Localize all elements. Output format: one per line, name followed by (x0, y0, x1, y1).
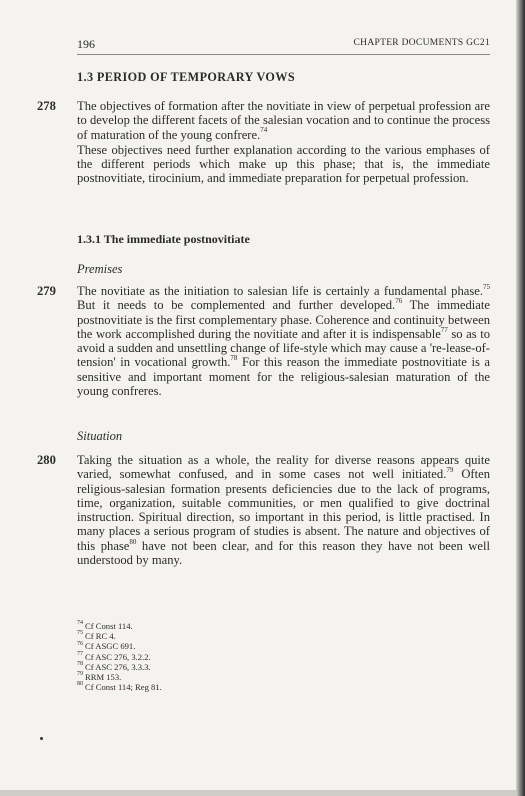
section-title: 1.3 PERIOD OF TEMPORARY VOWS (77, 70, 296, 84)
footnote: $^{76}$ Cf ASGC 691. (77, 640, 136, 652)
premises-heading: Premises (77, 262, 123, 276)
footnote-ref-76: 76 (395, 297, 403, 306)
footnote: $^{74}$ Cf Const 114. (77, 620, 133, 631)
paragraph-280-text-1: Taking the situation as a whole, the reality for diverse reasons appears quite varied, somewhat confused, and in some cases not well initiated. (77, 453, 490, 482)
paragraph-278-text-2: These objectives need further explanation according to the various emphases of the different periods which make up this phase; that is, the immediate postnovitiate, tirocinium, and immediate preparation for perpetual profession. (77, 142, 490, 186)
footnote-ref-74: 74 (260, 126, 268, 135)
paragraph-number-279: 279 (37, 284, 56, 298)
paragraph-279-text-2: But it needs to be complemented and further developed. (77, 298, 396, 313)
footnote-ref-78: 78 (230, 354, 238, 363)
paragraph-280-text-3: have not been clear, and for this reason they have not been well understood by many. (77, 538, 490, 568)
paragraph-number-280: 280 (37, 453, 56, 467)
paragraph-279-text-5: For this reason the immediate postnovitiate is a sensitive and important moment for the religious-salesian maturation of the young confreres. (77, 355, 491, 399)
stray-mark (40, 737, 43, 740)
paragraph-280-text-2: Often religious-salesian formation presents deficiencies due to the lack of programs, time, organization, suitable communities, or men qualified to give doctrinal instruction. Spiritual direction, so important in this period, is little practised. In many places a serious program of studies is absent. The nature and objectives of this phase (77, 467, 491, 553)
footnote: $^{79}$ RRM 153. (77, 671, 122, 683)
situation-heading: Situation (77, 429, 123, 443)
footnote: $^{80}$ Cf Const 114; Reg 81. (77, 681, 162, 693)
footnote: $^{77}$ Cf ASC 276, 3.2.2. (77, 650, 151, 662)
paragraph-number-278: 278 (37, 99, 56, 113)
paragraph-278 (77, 99, 490, 186)
paragraph-279 (77, 284, 490, 398)
book-spine-edge (516, 0, 525, 796)
page-header (77, 37, 490, 55)
paragraph-279-text-4: so as to avoid a sudden and unsettling change of life-style which may cause a 're-lease-of-tension' in vocational growth. (77, 326, 490, 370)
subsection-title: 1.3.1 The immediate postnovitiate (77, 232, 250, 246)
running-head: CHAPTER DOCUMENTS GC21 (353, 38, 490, 48)
paragraph-280 (77, 453, 490, 567)
page-number: 196 (77, 37, 95, 51)
paragraph-279-text-3: The immediate postnovitiate is the first complementary phase. Coherence and continuity between the work accomplished during the novitiate and after it is indispensable (77, 298, 490, 341)
footnote: $^{75}$ Cf RC 4. (77, 630, 116, 642)
footnote-ref-79: 79 (446, 466, 454, 475)
footnote-ref-75: 75 (483, 282, 490, 291)
footnote: $^{78}$ Cf ASC 276, 3.3.3. (77, 660, 151, 672)
footnote-ref-77: 77 (440, 325, 448, 334)
footnote-ref-80: 80 (129, 537, 137, 546)
paragraph-278-text-1: The objectives of formation after the novitiate in view of perpetual profession are to develop the different facets of the salesian vocation and to continue the process of maturation of the young confrere. (77, 99, 490, 142)
paragraph-279-text-1: The novitiate as the initiation to salesian life is certainly a fundamental phase. (77, 284, 483, 298)
footnotes (77, 621, 377, 692)
